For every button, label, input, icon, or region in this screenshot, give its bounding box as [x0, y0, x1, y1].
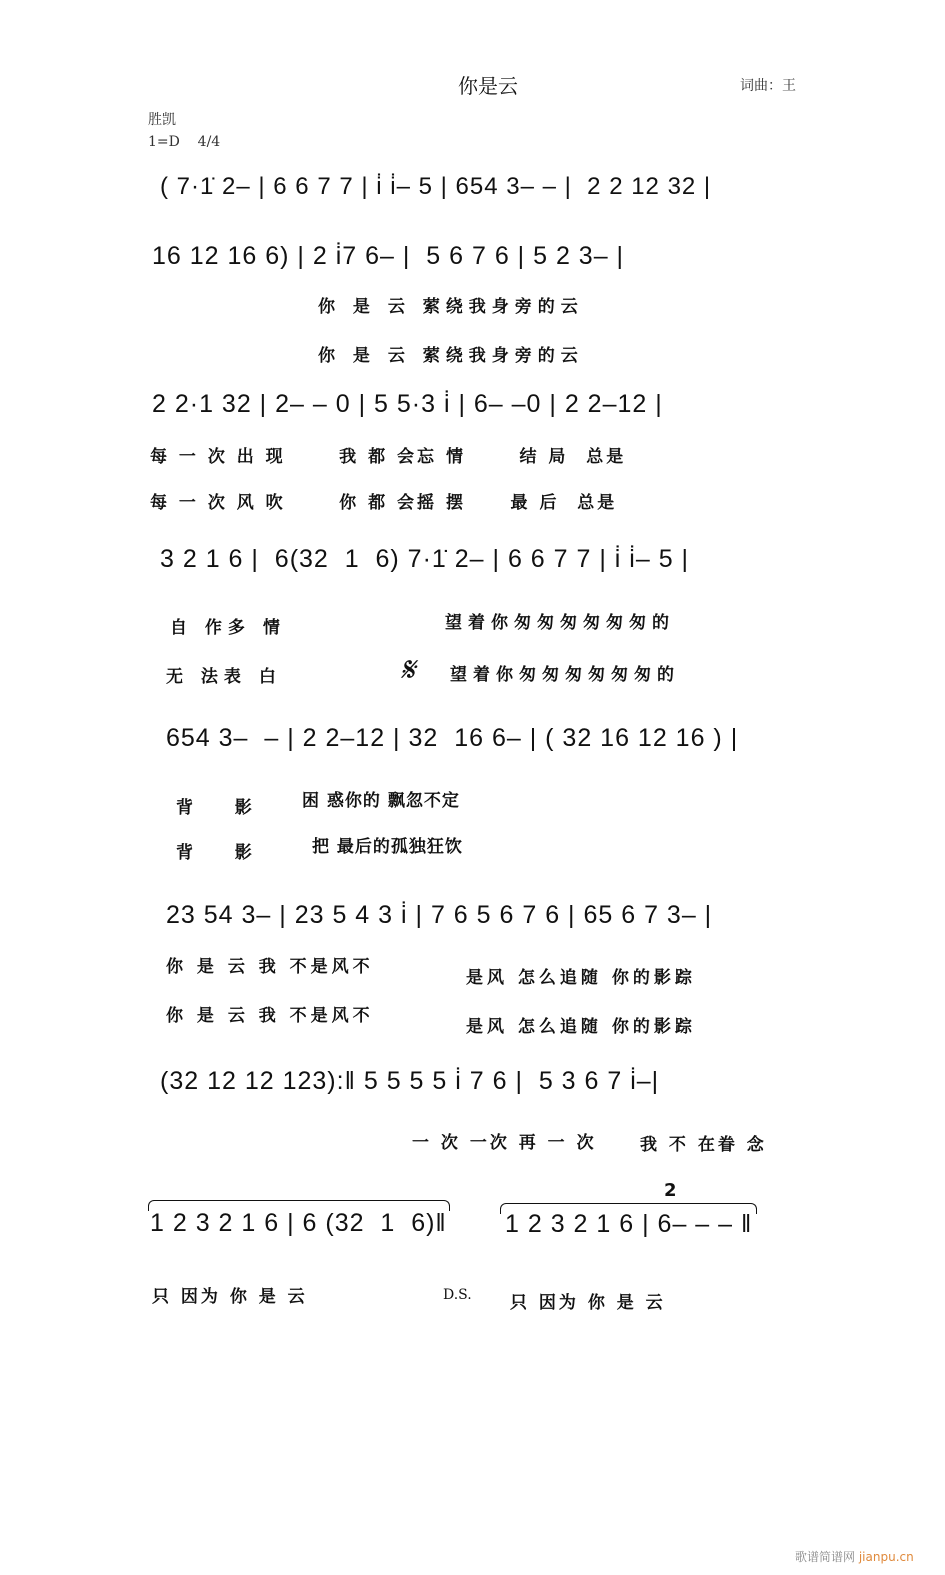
lyric-verse-2: 无 法表 白: [166, 667, 282, 687]
credit: 词曲：王: [740, 78, 796, 94]
lyric-verse-1: 你 是 云 我 不是风不: [166, 957, 374, 977]
lyric-verse-1: 背 影: [176, 798, 258, 818]
lyric-verse-1: 每 一 次 出 现 我 都 会忘 情 结 局 总是: [150, 447, 627, 467]
watermark-cn: 歌谱简谱网: [795, 1550, 856, 1564]
lyric: 我 不 在眷 念: [640, 1135, 767, 1155]
lyric-verse-1: 你 是 云 萦绕我身旁的云: [318, 297, 584, 317]
segno-icon: 𝄋: [400, 650, 415, 690]
watermark-url: jianpu.cn: [858, 1550, 914, 1564]
lyric-verse-2: 把 最后的孤独狂饮: [312, 837, 463, 857]
notation-line-8-second-ending: 1 2 3 2 1 6 | 6– – – ‖: [505, 1210, 753, 1238]
credit-continued: 胜凯: [148, 112, 176, 128]
lyric-verse-2: 你 是 云 我 不是风不: [166, 1006, 374, 1026]
song-title: 你是云: [458, 74, 518, 98]
notation-line-6: 23 54 3– | 23 5 4 3 i̇ | 7 6 5 6 7 6 | 65 6 7 3– |: [166, 901, 713, 929]
watermark: [795, 1548, 914, 1565]
lyric-verse-1: 自 作多 情: [170, 618, 286, 638]
lyric-verse-1: 是风 怎么追随 你的影踪: [466, 968, 696, 988]
lyric-verse-1: 困 惑你的 飘忽不定: [302, 791, 460, 811]
notation-line-5: 654 3– – | 2 2–12 | 32 16 6– | ( 32 16 12 16 ) |: [166, 724, 739, 752]
notation-line-2: 16 12 16 6) | 2 i̇7 6– | 5 6 7 6 | 5 2 3– |: [152, 242, 625, 270]
lyric-verse-2: 望着你匆匆匆匆匆匆的: [450, 665, 680, 685]
notation-line-4: 3 2 1 6 | 6(32 1 6) 7·1̇ 2– | 6 6 7 7 | i̇ i̇– 5 |: [160, 545, 690, 573]
dal-segno-mark: D.S.: [443, 1287, 472, 1303]
notation-line-8-first-ending: 1 2 3 2 1 6 | 6 (32 1 6)‖: [150, 1209, 447, 1237]
lyric-verse-2: 背 影: [176, 843, 258, 863]
key-time-signature: 1=D 4/4: [148, 134, 221, 150]
lyric: 只 因为 你 是 云: [510, 1293, 666, 1313]
lyric-verse-2: 你 是 云 萦绕我身旁的云: [318, 346, 584, 366]
notation-line-3: 2 2·1 32 | 2– – 0 | 5 5·3 i̇ | 6– –0 | 2 2–12 |: [152, 390, 663, 418]
lyric-verse-2: 是风 怎么追随 你的影踪: [466, 1017, 696, 1037]
lyric: 一 次 一次 再 一 次: [412, 1133, 597, 1153]
volta-number: 2: [664, 1180, 677, 1201]
notation-line-7: (32 12 12 123):‖ 5 5 5 5 i̇ 7 6 | 5 3 6 7 i̇–|: [160, 1067, 660, 1095]
lyric: 只 因为 你 是 云: [152, 1287, 308, 1307]
lyric-verse-2: 每 一 次 风 吹 你 都 会摇 摆 最 后 总是: [150, 493, 618, 513]
lyric-verse-1: 望着你匆匆匆匆匆匆的: [445, 613, 675, 633]
notation-line-1: ( 7·1̇ 2– | 6 6 7 7 | i̇ i̇– 5 | 654 3– – | 2 2 12 32 |: [160, 173, 712, 200]
